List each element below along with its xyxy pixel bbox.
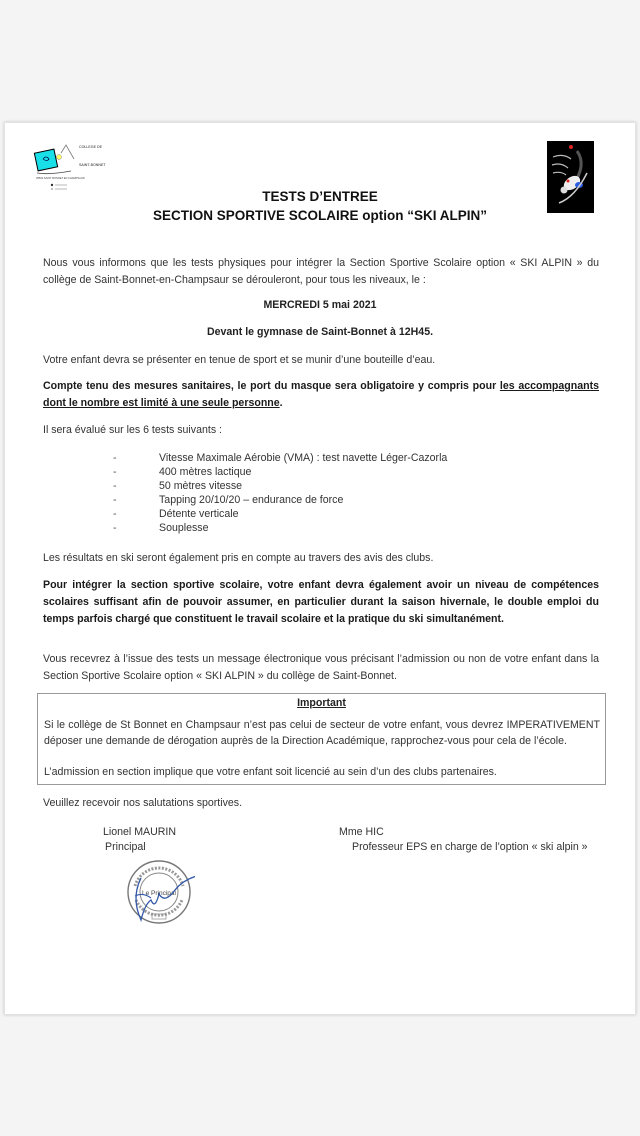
teacher-name: Mme HIC (339, 826, 384, 838)
bullet-dash: - (113, 452, 117, 464)
closing-text: Veuillez recevoir nos salutations sportives. (43, 797, 243, 809)
logo-text-college: COLLEGE DE (79, 145, 102, 149)
test-date: MERCREDI 5 mai 2021 (263, 299, 377, 311)
test-location: Devant le gymnase de Saint-Bonnet à 12H45. (206, 326, 434, 338)
outfit-paragraph: Votre enfant devra se présenter en tenue de sport et se munir d’une bouteille d’eau. (43, 354, 436, 366)
notification-paragraph: Vous recevrez à l’issue des tests un message électronique vous précisant l’admission ou non de votre enfant dans la Section Sportive Scolaire option « SKI ALPIN » du collège de Saint-Bonnet. (43, 653, 599, 682)
bullet-dash: - (113, 494, 117, 506)
bullet-dash: - (113, 480, 117, 492)
sanitary-text: Compte tenu des mesures sanitaires, le port du masque sera obligatoire y compris pour (43, 380, 500, 392)
document-page (4, 122, 636, 1015)
test-item: Tapping 20/10/20 – endurance de force (159, 494, 344, 506)
intro-paragraph: Nous vous informons que les tests physiques pour intégrer la Section Sportive Scolaire option « SKI ALPIN » du collège de Saint-Bonnet-en-Champsaur se dérouleront, pour tous les niveaux, le : (43, 257, 599, 286)
sanitary-underlined: les accompagnants dont le nombre est limité à une seule personne (43, 380, 599, 409)
teacher-role: Professeur EPS en charge de l’option « ski alpin » (352, 841, 588, 853)
tests-list (113, 451, 533, 535)
tests-intro: Il sera évalué sur les 6 tests suivants : (43, 424, 222, 436)
sanitary-end: . (279, 397, 283, 409)
principal-signature-block (103, 825, 176, 855)
list-item (113, 521, 533, 535)
test-item: 400 mètres lactique (159, 466, 252, 478)
test-item: Détente verticale (159, 508, 239, 520)
bullet-dash: - (113, 522, 117, 534)
principal-role: Principal (105, 841, 146, 853)
school-stamp (123, 856, 195, 928)
list-item (113, 465, 533, 479)
important-heading: Important (297, 697, 346, 709)
ski-results-paragraph: Les résultats en ski seront également pris en compte au travers des avis des clubs. (43, 552, 434, 564)
school-level-paragraph: Pour intégrer la section sportive scolaire, votre enfant devra également avoir un niveau de compétences scolaires suffisant afin de pouvoir assumer, en particulier durant la saison hivernale, le double emploi du temps parfois chargé que constituent le travail scolaire et la pratique du ski simultanément. (43, 579, 599, 625)
important-box (37, 693, 606, 785)
title-line-1: TESTS D’ENTREE (262, 189, 378, 204)
list-item (113, 479, 533, 493)
test-item: Vitesse Maximale Aérobie (VMA) : test navette Léger-Cazorla (159, 452, 448, 464)
list-item (113, 493, 533, 507)
sanitary-paragraph (43, 378, 599, 412)
test-item: Souplesse (159, 522, 209, 534)
derogation-text: Si le collège de St Bonnet en Champsaur n’est pas celui de secteur de votre enfant, vous devrez IMPERATIVEMENT déposer une demande de dérogation auprès de la Direction Académique, rapprochez-vous pour cela de l’école. (44, 719, 600, 747)
bullet-dash: - (113, 466, 117, 478)
license-text: L’admission en section implique que votre enfant soit licencié au sein d’un des clubs partenaires. (44, 766, 497, 778)
test-item: 50 mètres vitesse (159, 480, 243, 492)
logo-text-name: SAINT-BONNET (79, 163, 106, 167)
stamp-icon (123, 856, 195, 928)
stamp-label: Le Principal (142, 890, 176, 897)
title-line-2: SECTION SPORTIVE SCOLAIRE option “SKI ALPIN” (152, 208, 487, 223)
principal-name: Lionel MAURIN (103, 826, 177, 838)
bullet-dash: - (113, 508, 117, 520)
list-item (113, 451, 533, 465)
logo-text-address: 05500 SAINT BONNET EN CHAMPSAUR (36, 177, 85, 180)
teacher-signature-block (339, 825, 588, 855)
list-item (113, 507, 533, 521)
